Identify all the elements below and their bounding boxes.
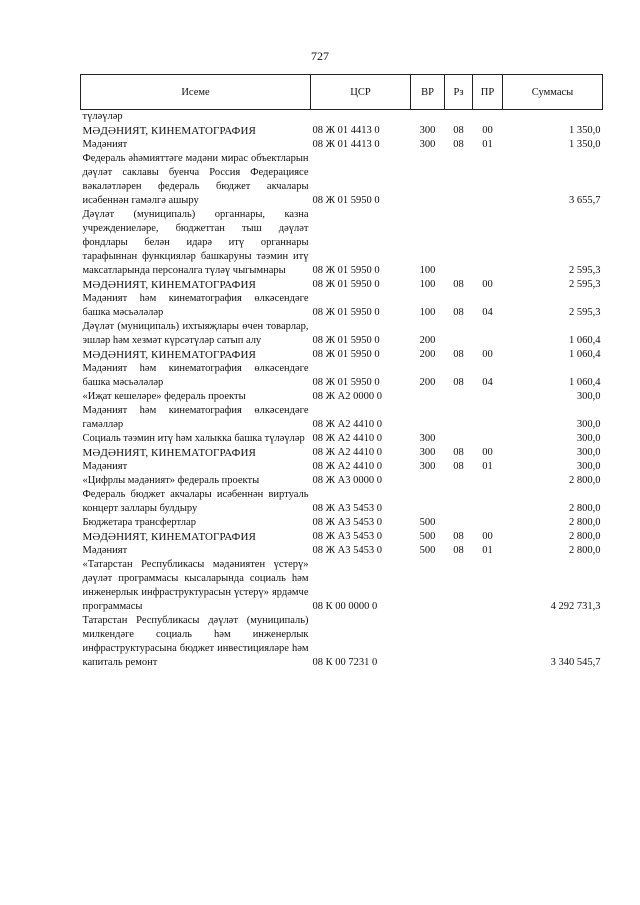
table-row [81, 432, 603, 446]
cell-vr [411, 404, 445, 432]
cell-pr [473, 488, 503, 516]
cell-pr [473, 404, 503, 432]
cell-rz [445, 614, 473, 670]
cell-pr: 01 [482, 545, 493, 556]
cell-sum: 1 060,4 [569, 335, 601, 346]
cell-csr: 08 Ж 01 5950 0 [312, 307, 380, 318]
table-row [81, 278, 603, 292]
cell-sum: 2 800,0 [569, 503, 601, 514]
cell-pr: 00 [482, 349, 493, 360]
cell-pr: 00 [482, 447, 493, 458]
cell-csr: 08 Ж 01 5950 0 [312, 195, 380, 206]
table-row [81, 124, 603, 138]
cell-sum [503, 110, 603, 125]
cell-vr [411, 152, 445, 208]
cell-pr [473, 152, 503, 208]
header-sum: Суммасы [503, 75, 603, 110]
table-row [81, 558, 603, 614]
table-row [81, 208, 603, 278]
table-header-row [81, 75, 603, 110]
cell-pr [473, 432, 503, 446]
cell-pr: 00 [482, 279, 493, 290]
cell-rz: 08 [453, 279, 464, 290]
cell-pr [473, 110, 503, 125]
page-number: 727 [311, 49, 329, 63]
cell-vr: 300 [419, 433, 436, 444]
cell-vr: 100 [419, 279, 436, 290]
cell-name: Бюджетара трансфертлар [82, 517, 196, 528]
cell-rz: 08 [453, 545, 464, 556]
cell-vr: 300 [419, 461, 436, 472]
cell-name: МӘДӘНИЯТ, КИНЕМАТОГРАФИЯ [82, 447, 256, 459]
cell-rz: 08 [453, 349, 464, 360]
table-row [81, 110, 603, 125]
cell-sum: 300,0 [576, 419, 601, 430]
cell-pr [473, 320, 503, 348]
cell-rz: 08 [453, 377, 464, 388]
cell-vr: 100 [419, 265, 436, 276]
cell-vr: 100 [419, 307, 436, 318]
cell-csr [311, 110, 411, 125]
cell-csr: 08 Ж А2 4410 0 [312, 433, 382, 444]
cell-sum: 3 655,7 [569, 195, 601, 206]
cell-vr: 500 [419, 517, 436, 528]
table-row [81, 530, 603, 544]
cell-sum: 2 800,0 [569, 545, 601, 556]
cell-vr: 300 [419, 125, 436, 136]
cell-name: Дәүләт (муниципаль) ихтыяҗлары өчен товарлар, эшләр һәм хезмәт күрсәтүләр сатып алу [82, 321, 309, 346]
cell-csr: 08 Ж А3 5453 0 [312, 503, 382, 514]
table-row [81, 348, 603, 362]
cell-rz: 08 [453, 125, 464, 136]
cell-name: түләүләр [82, 111, 123, 122]
cell-name: Федераль әһәмияттәге мәдәни мирас объектларын дәүләт саклавы буенча Россия Федерациясе вәкаләтләрен федераль бюджет акчалары исәбеннән гамәлгә ашыру [82, 153, 309, 206]
cell-sum: 2 595,3 [569, 279, 601, 290]
table-row [81, 390, 603, 404]
table-row [81, 544, 603, 558]
cell-csr: 08 Ж 01 5950 0 [312, 265, 380, 276]
cell-csr: 08 Ж 01 4413 0 [312, 139, 380, 150]
cell-rz [445, 474, 473, 488]
cell-name: МӘДӘНИЯТ, КИНЕМАТОГРАФИЯ [82, 125, 256, 137]
table-row [81, 362, 603, 390]
cell-csr: 08 Ж 01 5950 0 [312, 279, 380, 290]
cell-csr: 08 Ж 01 5950 0 [312, 335, 380, 346]
cell-rz: 08 [453, 447, 464, 458]
table-row [81, 614, 603, 670]
table-row [81, 152, 603, 208]
cell-pr [473, 208, 503, 278]
cell-vr [411, 614, 445, 670]
cell-csr: 08 Ж 01 5950 0 [312, 349, 380, 360]
cell-csr: 08 Ж А2 0000 0 [312, 391, 382, 402]
cell-name: МӘДӘНИЯТ, КИНЕМАТОГРАФИЯ [82, 531, 256, 543]
cell-rz [445, 390, 473, 404]
cell-sum: 2 595,3 [569, 265, 601, 276]
cell-rz: 08 [453, 307, 464, 318]
cell-csr: 08 Ж А2 4410 0 [312, 447, 382, 458]
cell-sum: 1 060,4 [569, 377, 601, 388]
cell-pr: 00 [482, 531, 493, 542]
budget-table [80, 74, 603, 670]
cell-name: Федераль бюджет акчалары исәбеннән виртуаль концерт заллары булдыру [82, 489, 309, 514]
cell-vr: 200 [419, 349, 436, 360]
cell-name: Мәдәният [82, 139, 128, 150]
table-row [81, 446, 603, 460]
cell-name: МӘДӘНИЯТ, КИНЕМАТОГРАФИЯ [82, 349, 256, 361]
cell-name: Мәдәният [82, 545, 128, 556]
cell-name: «Цифрлы мәдәният» федераль проекты [82, 475, 260, 486]
cell-sum: 3 340 545,7 [550, 657, 601, 668]
header-name: Исеме [81, 75, 311, 110]
cell-name: «Иҗат кешеләре» федераль проекты [82, 391, 246, 402]
cell-sum: 1 350,0 [569, 139, 601, 150]
table-row [81, 516, 603, 530]
cell-name: Дәүләт (муниципаль) органнары, казна учреждениеләре, бюджеттан тыш дәүләт фондлары белән идарә итү органнары тарафыннан функцияләр башкаруны тәэмин итү максатларында персоналга түләү чыгымнары [82, 209, 309, 276]
cell-name: Мәдәният һәм кинематография өлкәсендәге гамәлләр [82, 405, 309, 430]
cell-pr [473, 614, 503, 670]
cell-pr: 01 [482, 139, 493, 150]
cell-csr: 08 Ж А3 5453 0 [312, 531, 382, 542]
header-pr: ПР [473, 75, 503, 110]
cell-vr: 300 [419, 139, 436, 150]
cell-vr: 200 [419, 335, 436, 346]
cell-sum: 300,0 [576, 391, 601, 402]
cell-sum: 2 800,0 [569, 475, 601, 486]
cell-rz: 08 [453, 531, 464, 542]
cell-rz: 08 [453, 139, 464, 150]
cell-sum: 2 595,3 [569, 307, 601, 318]
cell-csr: 08 Ж А3 5453 0 [312, 517, 382, 528]
header-csr: ЦСР [311, 75, 411, 110]
cell-csr: 08 Ж 01 5950 0 [312, 377, 380, 388]
cell-rz [445, 152, 473, 208]
cell-csr: 08 Ж А3 0000 0 [312, 475, 382, 486]
cell-vr [411, 488, 445, 516]
table-row [81, 460, 603, 474]
cell-sum: 300,0 [576, 461, 601, 472]
cell-name: Мәдәният һәм кинематография өлкәсендәге башка мәсьәләләр [82, 293, 309, 318]
cell-name: Мәдәният [82, 461, 128, 472]
cell-vr [411, 110, 445, 125]
cell-csr: 08 К 00 0000 0 [312, 601, 378, 612]
cell-vr [411, 390, 445, 404]
cell-name: Татарстан Республикасы дәүләт (муниципаль) милкендәге социаль һәм инженерлык инфраструктурасына бюджет инвестицияләре һәм капиталь ремонт [82, 615, 309, 668]
cell-sum: 1 350,0 [569, 125, 601, 136]
cell-sum: 300,0 [576, 433, 601, 444]
header-rz: Рз [445, 75, 473, 110]
cell-pr [473, 390, 503, 404]
table-row [81, 474, 603, 488]
table-row [81, 404, 603, 432]
cell-pr [473, 516, 503, 530]
header-vr: ВР [411, 75, 445, 110]
cell-pr: 04 [482, 307, 493, 318]
table-row [81, 320, 603, 348]
cell-sum: 2 800,0 [569, 517, 601, 528]
cell-sum: 4 292 731,3 [550, 601, 601, 612]
cell-csr: 08 Ж А2 4410 0 [312, 419, 382, 430]
cell-sum: 1 060,4 [569, 349, 601, 360]
cell-vr [411, 558, 445, 614]
cell-vr [411, 474, 445, 488]
table-row [81, 138, 603, 152]
cell-rz [445, 208, 473, 278]
cell-rz [445, 404, 473, 432]
cell-pr [473, 558, 503, 614]
table-row [81, 488, 603, 516]
table-body [81, 110, 603, 671]
cell-sum: 300,0 [576, 447, 601, 458]
cell-pr: 04 [482, 377, 493, 388]
cell-name: Мәдәният һәм кинематография өлкәсендәге башка мәсьәләләр [82, 363, 309, 388]
cell-pr: 01 [482, 461, 493, 472]
cell-csr: 08 К 00 7231 0 [312, 657, 378, 668]
cell-rz [445, 488, 473, 516]
cell-pr [473, 474, 503, 488]
cell-rz [445, 516, 473, 530]
cell-csr: 08 Ж А2 4410 0 [312, 461, 382, 472]
cell-rz: 08 [453, 461, 464, 472]
cell-pr: 00 [482, 125, 493, 136]
cell-rz [445, 558, 473, 614]
cell-name: МӘДӘНИЯТ, КИНЕМАТОГРАФИЯ [82, 279, 256, 291]
cell-sum: 2 800,0 [569, 531, 601, 542]
cell-vr: 500 [419, 545, 436, 556]
cell-name: Социаль тәэмин итү һәм халыкка башка түләүләр [82, 433, 305, 444]
cell-csr: 08 Ж А3 5453 0 [312, 545, 382, 556]
cell-csr: 08 Ж 01 4413 0 [312, 125, 380, 136]
table-row [81, 292, 603, 320]
cell-rz [445, 320, 473, 348]
cell-vr: 200 [419, 377, 436, 388]
cell-name: «Татарстан Республикасы мәдәниятен үстерү» дәүләт программасы кысаларында социаль һәм инженерлык инфраструктурасын үстерү» ярдәмче программасы [82, 559, 309, 612]
cell-vr: 300 [419, 447, 436, 458]
cell-rz [445, 432, 473, 446]
cell-rz [445, 110, 473, 125]
cell-vr: 500 [419, 531, 436, 542]
